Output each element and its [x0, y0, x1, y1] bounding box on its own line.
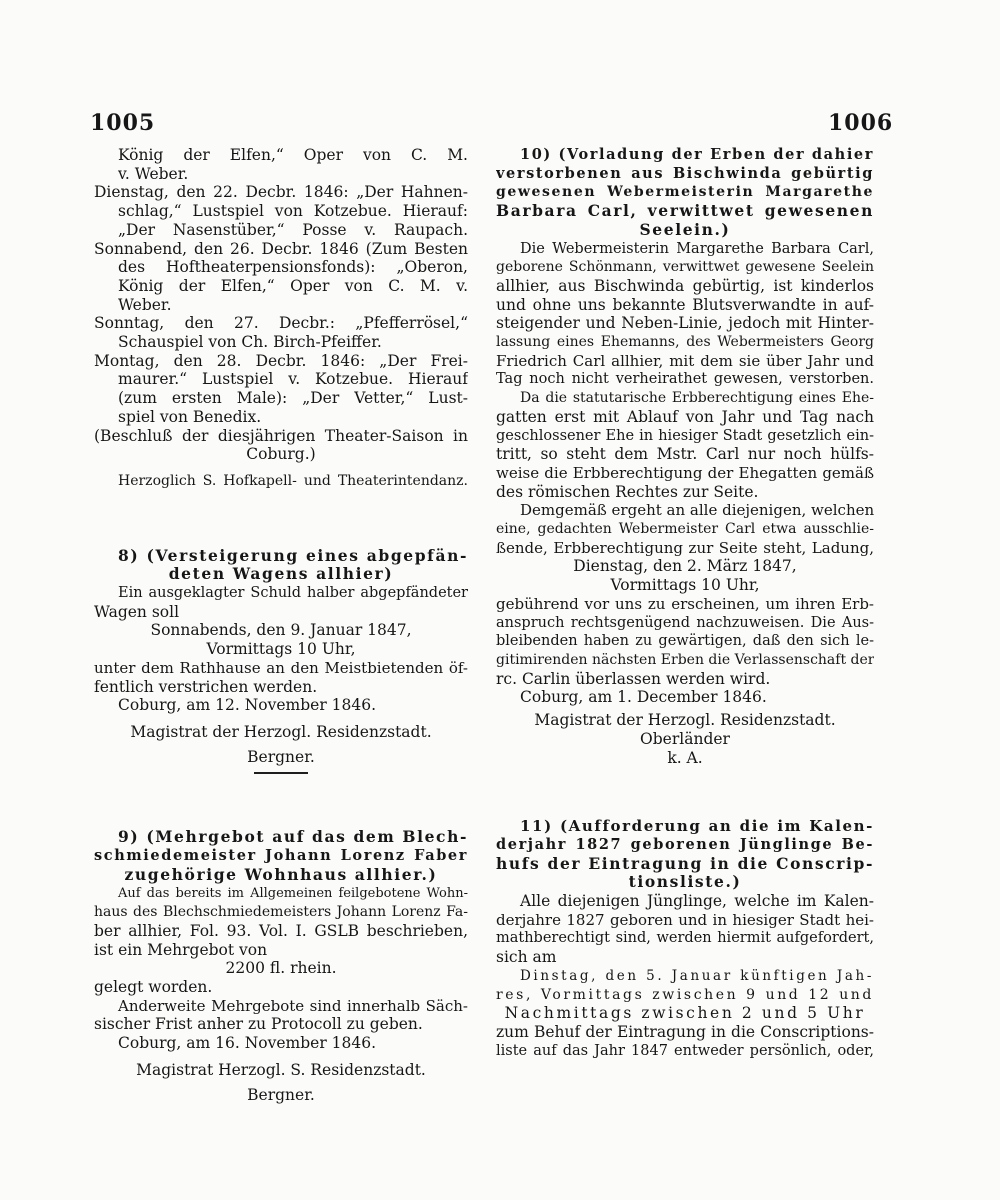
text-line: sich am	[496, 948, 557, 967]
text-line: König der Elfen,“ Oper von C. M.	[118, 146, 468, 164]
text-line: Coburg, am 12. November 1846.	[118, 696, 377, 715]
text-line: ßende, Erbberechtigung zur Seite steht, Ladung,	[496, 538, 874, 557]
text-line: steigender und Neben-Linie, jedoch mit Hinter-	[496, 314, 874, 333]
text-line: zum Behuf der Eintragung in die Conscriptions-	[496, 1022, 874, 1041]
text-line: schlag,“ Lustspiel von Kotzebue. Hierauf:	[118, 202, 468, 221]
text-line: sischer Frist anher zu Protocoll zu geben.	[94, 1015, 423, 1034]
text-line: Die Webermeisterin Margarethe Barbara Carl,	[520, 240, 874, 257]
text-line: unter dem Rathhause an den Meistbietenden öf-	[94, 658, 468, 677]
text-line: Da die statutarische Erbberechtigung eines Ehe-	[520, 390, 874, 407]
text-line: Wagen soll	[94, 602, 180, 621]
text-line: 9) (Mehrgebot auf das dem Blech-	[118, 828, 468, 847]
text-line: Weber.	[118, 295, 172, 314]
text-line: derjahre 1827 geboren und in hiesiger Stadt hei-	[496, 910, 874, 929]
text-line: tritt, so steht dem Mstr. Carl nur noch hülfs-	[496, 445, 874, 464]
text-line: geschlossener Ehe in hiesiger Stadt gesetzlich ein-	[496, 427, 874, 444]
spacer	[94, 1053, 468, 1061]
text-line: Coburg, am 16. November 1846.	[118, 1034, 377, 1053]
text-line: Barbara Carl, verwittwet gewesenen	[496, 202, 874, 221]
text-line: Oberländer	[640, 729, 730, 748]
spacer	[496, 767, 874, 817]
text-line: Sonnabends, den 9. Januar 1847,	[150, 621, 412, 640]
text-line: mathberechtigt sind, werden hiermit aufgefordert,	[496, 930, 874, 947]
text-line: des Hoftheaterpensionsfonds): „Oberon,	[118, 258, 468, 277]
text-line: rc. Carlin überlassen werden wird.	[496, 669, 771, 688]
text-line: hufs der Eintragung in die Conscrip-	[496, 854, 874, 873]
text-line: Ein ausgeklagter Schuld halber abgepfändeter	[118, 585, 468, 602]
text-line: Vormittags 10 Uhr,	[610, 576, 760, 595]
text-line: lassung eines Ehemanns, des Webermeisters Georg	[496, 334, 874, 351]
text-line: Friedrich Carl allhier, mit dem sie über Jahr und	[496, 351, 874, 370]
text-line: bleibenden haben zu gewärtigen, daß den sich le-	[496, 633, 874, 650]
text-line: weise die Erbberechtigung der Ehegatten gemäß	[496, 463, 874, 482]
text-line: des römischen Rechtes zur Seite.	[496, 482, 759, 501]
text-line: Coburg, am 1. December 1846.	[520, 688, 767, 707]
text-line: Magistrat der Herzogl. Residenzstadt.	[130, 722, 432, 741]
text-line: eine, gedachten Webermeister Carl etwa ausschlie-	[496, 521, 874, 538]
text-line: Anderweite Mehrgebote sind innerhalb Säch-	[118, 996, 468, 1015]
text-line: (zum ersten Male): „Der Vetter,“ Lust-	[118, 389, 468, 408]
text-line: Magistrat Herzogl. S. Residenzstadt.	[136, 1060, 426, 1079]
text-line: schmiedemeister Johann Lorenz Faber	[94, 847, 468, 865]
text-line: Montag, den 28. Decbr. 1846: „Der Frei-	[94, 351, 468, 370]
text-line: deten Wagens allhier)	[168, 565, 394, 584]
spacer	[94, 715, 468, 723]
text-line: gewesenen Webermeisterin Margarethe	[496, 184, 874, 201]
text-line: anspruch rechtsgenügend nachzuweisen. Die Aus-	[496, 614, 874, 631]
text-line: Bergner.	[247, 1085, 315, 1104]
text-line: Bergner.	[247, 747, 315, 766]
text-line: liste auf das Jahr 1847 entweder persönlich, oder,	[496, 1042, 874, 1059]
text-line: Sonntag, den 27. Decbr.: „Pfefferrösel,“	[94, 314, 468, 333]
text-line: Coburg.)	[246, 445, 316, 464]
right-column	[496, 146, 874, 1060]
text-line: gitimirenden nächsten Erben die Verlassenschaft der	[496, 651, 874, 668]
text-line: k. A.	[667, 748, 703, 767]
text-line: Sonnabend, den 26. Decbr. 1846 (Zum Besten	[94, 239, 468, 258]
text-line: v. Weber.	[118, 164, 189, 183]
text-line: 11) (Aufforderung an die im Kalen-	[520, 817, 874, 836]
left-column	[94, 146, 468, 1104]
text-line: gatten erst mit Ablauf von Jahr und Tag nach	[496, 407, 874, 426]
text-line: maurer.“ Lustspiel v. Kotzebue. Hierauf	[118, 370, 468, 389]
text-line: geborene Schönmann, verwittwet gewesene Seelein	[496, 259, 874, 276]
text-line: gelegt worden.	[94, 978, 213, 997]
text-line: Schauspiel von Ch. Birch-Pfeiffer.	[118, 333, 382, 352]
text-line: „Der Nasenstüber,“ Posse v. Raupach.	[118, 220, 468, 239]
text-line: (Beschluß der diesjährigen Theater-Saison in	[94, 426, 468, 445]
text-line: Vormittags 10 Uhr,	[206, 640, 356, 659]
text-line: Demgemäß ergeht an alle diejenigen, welchen	[520, 501, 874, 520]
text-line: Seelein.)	[639, 220, 731, 239]
text-line: Auf das bereits im Allgemeinen feilgebotene Wohn-	[118, 885, 468, 901]
text-line: Dinstag, den 5. Januar künftigen Jah-	[520, 967, 874, 984]
text-line: 2200 fl. rhein.	[225, 959, 337, 978]
page-number-left: 1005	[90, 110, 156, 136]
text-line: Herzoglich S. Hofkapell- und Theaterintendanz.	[118, 472, 468, 489]
text-line: Dienstag, den 22. Decbr. 1846: „Der Hahnen-	[94, 183, 468, 202]
text-line: fentlich verstrichen werden.	[94, 677, 318, 696]
text-line: zugehörige Wohnhaus allhier.)	[124, 865, 438, 884]
text-line: res, Vormittags zwischen 9 und 12 und	[496, 986, 874, 1003]
text-line: und ohne uns bekannte Blutsverwandte in auf-	[496, 295, 874, 314]
page-number-right: 1006	[828, 110, 894, 136]
text-line: tionsliste.)	[628, 873, 742, 892]
text-line: verstorbenen aus Bischwinda gebürtig	[496, 164, 874, 182]
text-line: Alle diejenigen Jünglinge, welche im Kalen-	[520, 892, 874, 911]
text-line: Magistrat der Herzogl. Residenzstadt.	[534, 711, 836, 730]
text-line: König der Elfen,“ Oper von C. M. v.	[118, 276, 468, 295]
text-line: Dienstag, den 2. März 1847,	[573, 557, 797, 576]
text-line: allhier, aus Bischwinda gebürtig, ist kinderlos	[496, 276, 874, 295]
text-line: haus des Blechschmiedemeisters Johann Lorenz Fa-	[94, 904, 468, 921]
spacer	[94, 774, 468, 828]
text-line: 8) (Versteigerung eines abgepfän-	[118, 546, 468, 565]
text-line: Nachmittags zwischen 2 und 5 Uhr	[504, 1004, 866, 1023]
text-line: ber allhier, Fol. 93. Vol. I. GSLB beschrieben,	[94, 921, 468, 940]
text-line: gebührend vor uns zu erscheinen, um ihren Erb-	[496, 594, 874, 613]
text-line: Tag noch nicht verheirathet gewesen, verstorben.	[496, 371, 874, 388]
spacer	[94, 464, 468, 472]
text-line: derjahr 1827 geborenen Jünglinge Be-	[496, 835, 874, 853]
text-line: 10) (Vorladung der Erben der dahier	[520, 146, 874, 163]
text-line: ist ein Mehrgebot von	[94, 940, 268, 959]
spacer	[94, 491, 468, 547]
text-line: spiel von Benedix.	[118, 407, 262, 426]
